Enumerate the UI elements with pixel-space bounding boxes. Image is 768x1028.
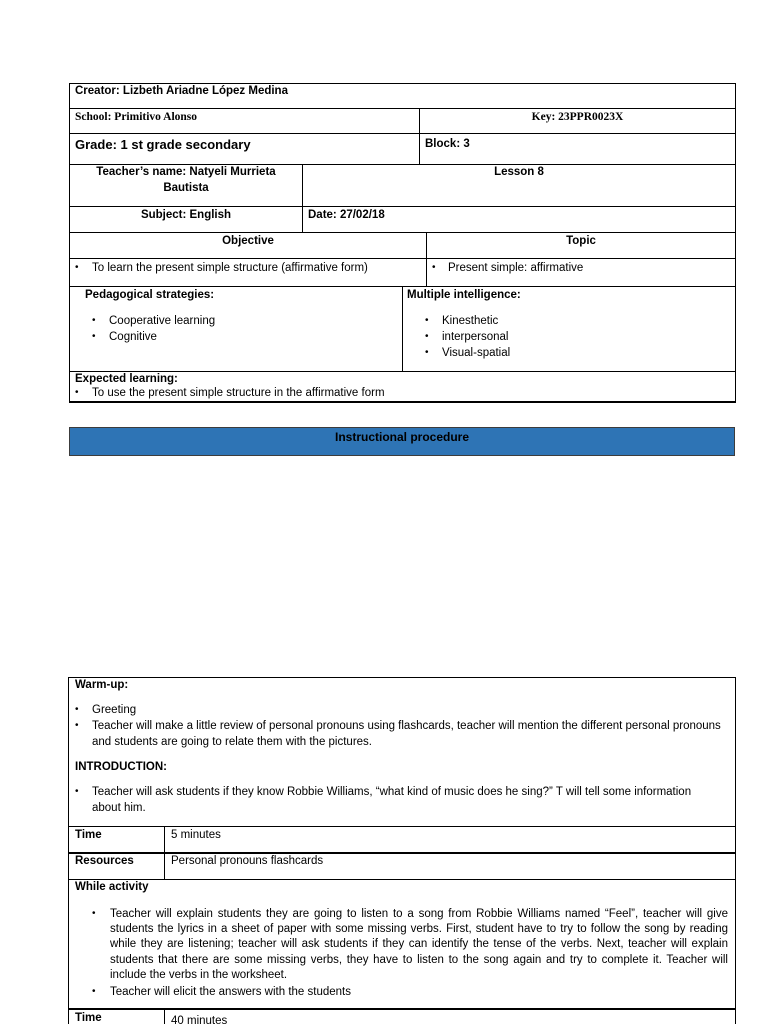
intelligence-item: Kinesthetic xyxy=(442,315,499,327)
grade: Grade: 1 st grade secondary xyxy=(75,137,251,152)
topic-text: Present simple: affirmative xyxy=(448,262,584,274)
bullet-icon: • xyxy=(92,908,96,919)
while-activity-line: Teacher will explain students they are going to listen to a song from Robbie Williams named “Feel”, teacher will give xyxy=(110,908,728,920)
while-activity-line: include the verbs in the worksheet. xyxy=(110,969,288,981)
row-divider xyxy=(69,258,736,259)
introduction-header: INTRODUCTION: xyxy=(75,761,167,773)
objective-text: To learn the present simple structure (affirmative form) xyxy=(92,262,368,274)
bullet-icon: • xyxy=(432,262,436,273)
intelligence-item: interpersonal xyxy=(442,331,509,343)
bullet-icon: • xyxy=(75,720,79,731)
bullet-icon: • xyxy=(75,704,79,715)
table-border-right xyxy=(735,677,736,1024)
warmup-item: Greeting xyxy=(92,704,137,716)
introduction-text-line2: about him. xyxy=(92,802,146,814)
time2-value: 40 minutes xyxy=(171,1015,228,1027)
row-divider xyxy=(68,826,736,827)
instructional-procedure-banner xyxy=(69,427,735,456)
bullet-icon: • xyxy=(75,262,79,273)
col-divider xyxy=(164,1008,165,1024)
expected-learning-text: To use the present simple structure in the affirmative form xyxy=(92,387,385,399)
table-border-bottom xyxy=(69,401,736,403)
strategies-header: Pedagogical strategies: xyxy=(85,289,215,301)
resources-value: Personal pronouns flashcards xyxy=(171,855,324,867)
while-activity-item: Teacher will elicit the answers with the students xyxy=(110,986,351,998)
row-divider xyxy=(68,852,736,854)
row-divider xyxy=(68,1008,736,1010)
school-key: Key: 23PPR0023X xyxy=(531,111,624,123)
strategy-item: Cognitive xyxy=(109,331,157,343)
while-activity-header: While activity xyxy=(75,881,149,893)
subject: Subject: English xyxy=(140,209,232,221)
bullet-icon: • xyxy=(425,347,429,358)
while-activity-line: students the lyrics in a sheet of paper with some missing verbs. First, student have to try to follow the song by reading xyxy=(110,923,728,935)
bullet-icon: • xyxy=(425,331,429,342)
row-divider xyxy=(69,206,736,207)
warmup-item-continued: and students are going to relate them with the pictures. xyxy=(92,736,372,748)
time-label: Time xyxy=(75,829,102,841)
intelligence-item: Visual-spatial xyxy=(442,347,511,359)
teacher-name-line1: Teacher’s name: Natyeli Murrieta xyxy=(96,166,276,178)
resources-label: Resources xyxy=(75,855,134,867)
block: Block: 3 xyxy=(425,138,470,150)
while-activity-line: students that there are some missing verbs, they have to listen to the song again and try to complete it. Teacher will xyxy=(110,954,728,966)
bullet-icon: • xyxy=(75,387,79,398)
table-border-top xyxy=(68,677,736,678)
teacher-name-line2: Bautista xyxy=(163,182,209,194)
while-activity-line: while they are listening; teacher will ask students if they can identify the tense of the verbs. Next, teacher will explain xyxy=(110,938,728,950)
date: Date: 27/02/18 xyxy=(308,209,385,221)
intelligence-header: Multiple intelligence: xyxy=(407,289,521,301)
lesson-number: Lesson 8 xyxy=(494,166,544,178)
expected-learning-header: Expected learning: xyxy=(75,373,178,385)
time2-label: Time xyxy=(75,1012,102,1024)
objective-header: Objective xyxy=(222,235,274,247)
warmup-header: Warm-up: xyxy=(75,679,129,691)
row-divider xyxy=(68,879,736,880)
bullet-icon: • xyxy=(92,315,96,326)
topic-header: Topic xyxy=(566,235,596,247)
col-divider xyxy=(402,286,403,372)
row-divider xyxy=(69,232,736,233)
strategy-item: Cooperative learning xyxy=(109,315,216,327)
introduction-text-line1: Teacher will ask students if they know Robbie Williams, “what kind of music does he sing?” T will tell some information xyxy=(92,786,692,798)
bullet-icon: • xyxy=(92,331,96,342)
col-divider xyxy=(164,826,165,880)
bullet-icon: • xyxy=(92,986,96,997)
banner-title: Instructional procedure xyxy=(334,430,470,444)
table-border-left xyxy=(68,677,69,1024)
creator-name: Creator: Lizbeth Ariadne López Medina xyxy=(75,85,288,97)
row-divider xyxy=(69,108,736,109)
row-divider xyxy=(69,133,736,134)
bullet-icon: • xyxy=(75,786,79,797)
table-border-right xyxy=(735,83,736,403)
school-name: School: Primitivo Alonso xyxy=(75,111,198,123)
time-value: 5 minutes xyxy=(171,829,221,841)
warmup-item: Teacher will make a little review of personal pronouns using flashcards, teacher will mention the different personal pronouns xyxy=(92,720,721,732)
bullet-icon: • xyxy=(425,315,429,326)
